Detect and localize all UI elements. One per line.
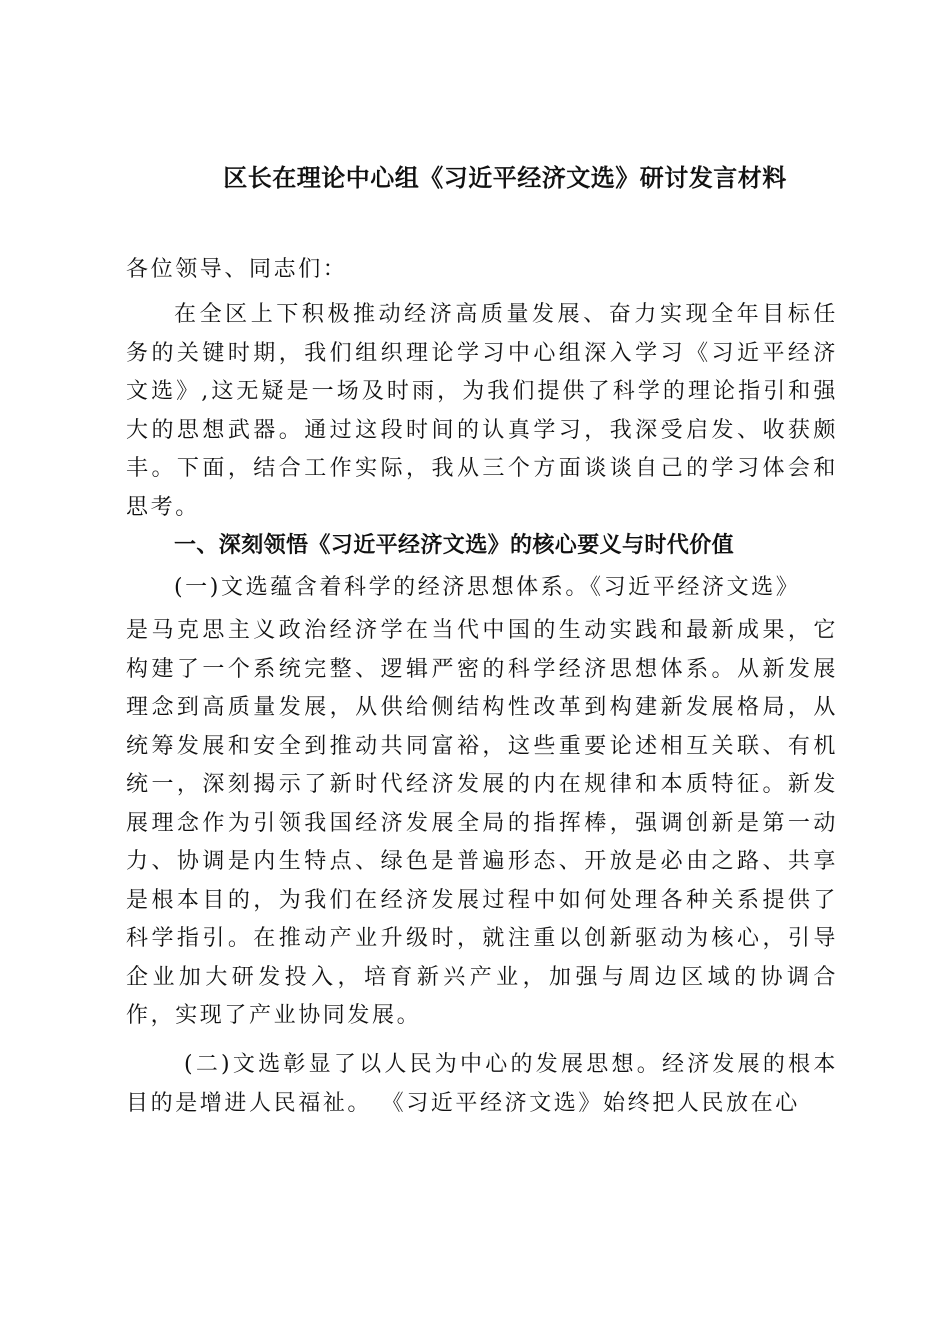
section-one-heading: 一、深刻领悟《习近平经济文选》的核心要义与时代价值 [174,533,735,558]
paragraph-two: (二)文选彰显了以人民为中心的发展思想。经济发展的根本目的是增进人民福祉。 《习近平经济文选》始终把人民放在心 [126,1052,838,1116]
greeting: 各位领导、同志们： [126,257,348,282]
intro-paragraph: 在全区上下积极推动经济高质量发展、奋力实现全年目标任务的关键时期，我们组织理论学习中心组深入学习《习近平经济文选》,这无疑是一场及时雨，为我们提供了科学的理论指引和强大的思想武器。通过这段时间的认真学习，我深受启发、收获颇丰。下面，结合工作实际，我从三个方面谈谈自己的学习体会和思考。 [126,302,838,520]
document-title: 区长在理论中心组《习近平经济文选》研讨发言材料 [223,164,787,192]
paragraph-one-body: 是马克思主义政治经济学在当代中国的生动实践和最新成果，它构建了一个系统完整、逻辑严密的科学经济思想体系。从新发展理念到高质量发展，从供给侧结构性改革到构建新发展格局，从统筹发展和安全到推动共同富裕，这些重要论述相互关联、有机统一，深刻揭示了新时代经济发展的内在规律和本质特征。新发展理念作为引领我国经济发展全局的指挥棒，强调创新是第一动力、协调是内生特点、绿色是普遍形态、开放是必由之路、共享是根本目的，为我们在经济发展过程中如何处理各种关系提供了科学指引。在推动产业升级时，就注重以创新驱动为核心，引导企业加大研发投入，培育新兴产业，加强与周边区域的协调合作，实现了产业协同发展。 [126,618,838,1028]
paragraph-one-lead: (一)文选蕴含着科学的经济思想体系。《习近平经济文选》 [174,575,801,600]
